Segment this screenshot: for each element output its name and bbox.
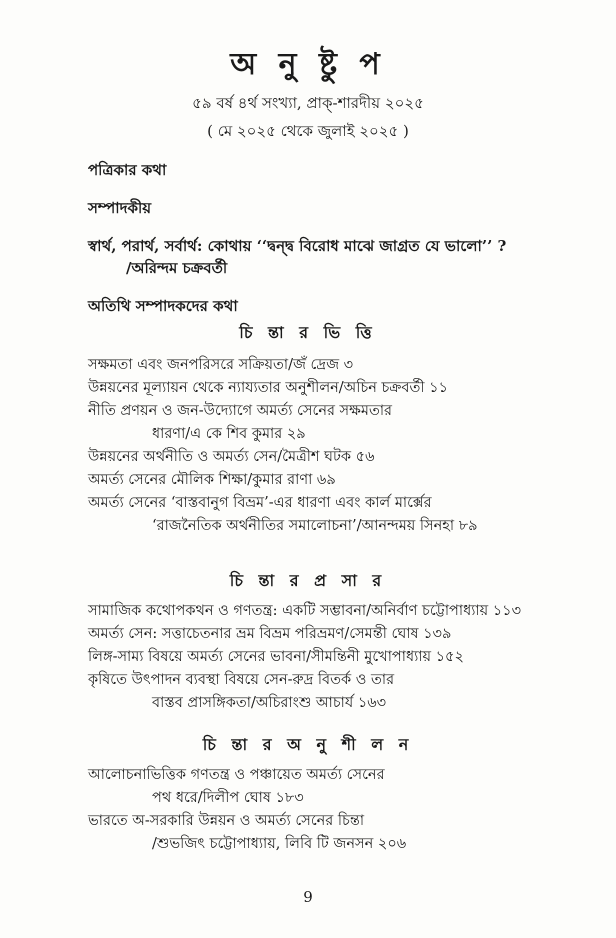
entry-continuation: ধারণা/এ কে শিব কুমার ২৯: [152, 426, 306, 442]
toc-entry: [88, 492, 608, 538]
toc-entry: [88, 446, 608, 469]
entry-line: সামাজিক কথোপকথন ও গণতন্ত্র: একটি সম্ভাবনা/অনির্বাণ চট্টোপাধ্যায় ১১৩: [88, 603, 522, 619]
section-heading-foundation: চি ন্তা র ভি ত্তি: [239, 323, 377, 342]
toc-entry: [88, 600, 608, 623]
toc-entry: [88, 354, 608, 377]
editorial-author: /অরিন্দম চক্রবর্তী: [126, 259, 228, 277]
entry-line: অমর্ত্য সেনের ‘বাস্তবানুগ বিভ্রম’-এর ধারণা এবং কার্ল মার্ক্সের: [88, 495, 432, 511]
section-heading-practice: চি ন্তা র অ নু শী ল ন: [202, 735, 414, 754]
section-entries-expansion: [88, 600, 608, 715]
guest-editors-note: অতিথি সম্পাদকদের কথা: [88, 297, 238, 315]
toc-entry: [88, 646, 608, 669]
editorial-block: [88, 160, 588, 334]
toc-entry: [88, 623, 608, 646]
section-entries-foundation: [88, 354, 608, 538]
toc-entry: [88, 377, 608, 400]
entry-continuation: /শুভজিৎ চট্টোপাধ্যায়, লিবি টি জনসন ২০৬: [152, 836, 407, 852]
entry-line: নীতি প্রণয়ন ও জন-উদ্যোগে অমর্ত্য সেনের সক্ষমতার: [88, 403, 392, 419]
toc-entry: [88, 810, 608, 856]
toc-entry: [88, 400, 608, 446]
issue-dates: ( মে ২০২৫ থেকে জুলাই ২০২৫ ): [207, 122, 409, 140]
entry-continuation: বাস্তব প্রাসঙ্গিকতা/অচিরাংশু আচার্য ১৬৩: [152, 695, 387, 711]
section-entries-practice: [88, 764, 608, 856]
toc-entry: [88, 669, 608, 715]
entry-line: উন্নয়নের মূল্যায়ন থেকে ন্যায্যতার অনুশীলন/অচিন চক্রবর্তী ১১: [88, 380, 448, 396]
editorial-label: সম্পাদকীয়: [88, 199, 152, 217]
entry-line: উন্নয়নের অর্থনীতি ও অমর্ত্য সেন/মৈত্রীশ ঘটক ৫৬: [88, 449, 375, 465]
entry-line: লিঙ্গ-সাম্য বিষয়ে অমর্ত্য সেনের ভাবনা/সীমন্তিনী মুখোপাধ্যায় ১৫২: [88, 649, 464, 665]
entry-continuation: ‘রাজনৈতিক অর্থনীতির সমালোচনা’/আনন্দময় সিনহা ৮৯: [152, 518, 478, 534]
entry-line: কৃষিতে উৎপাদন ব্যবস্থা বিষয়ে সেন-রুদ্র বিতর্ক ও তার: [88, 672, 395, 688]
entry-line: অমর্ত্য সেন: সত্তাচেতনার ভ্রম বিভ্রম পরিভ্রমণ/সেমন্তী ঘোষ ১৩৯: [88, 626, 452, 642]
entry-line: সক্ষমতা এবং জনপরিসরে সক্রিয়তা/জঁ দ্রেজ ৩: [88, 357, 354, 373]
entry-line: আলোচনাভিত্তিক গণতন্ত্র ও পঞ্চায়েত অমর্ত্য সেনের: [88, 767, 385, 783]
toc-entry: [88, 764, 608, 810]
section-heading-expansion: চি ন্তা র প্র সা র: [229, 571, 387, 590]
entry-continuation: পথ ধরে/দিলীপ ঘোষ ১৮৩: [152, 790, 304, 806]
magazine-title: অ নু ষ্টু প: [230, 47, 386, 82]
page-number: 9: [303, 888, 313, 906]
toc-entry: [88, 469, 608, 492]
issue-info: ৫৯ বর্ষ ৪র্থ সংখ্যা, প্রাক্-শারদীয় ২০২৫: [192, 94, 424, 112]
entry-line: অমর্ত্য সেনের মৌলিক শিক্ষা/কুমার রাণা ৬৯: [88, 472, 336, 488]
editorial-title: স্বার্থ, পরার্থ, সর্বার্থ: কোথায় ‘‘দ্বন্দ্ব বিরোধ মাঝে জাগ্রত যে ভালো’’ ?: [88, 237, 507, 255]
magazine-note: পত্রিকার কথা: [88, 161, 167, 179]
entry-line: ভারতে অ-সরকারি উন্নয়ন ও অমর্ত্য সেনের চিন্তা: [88, 813, 365, 829]
